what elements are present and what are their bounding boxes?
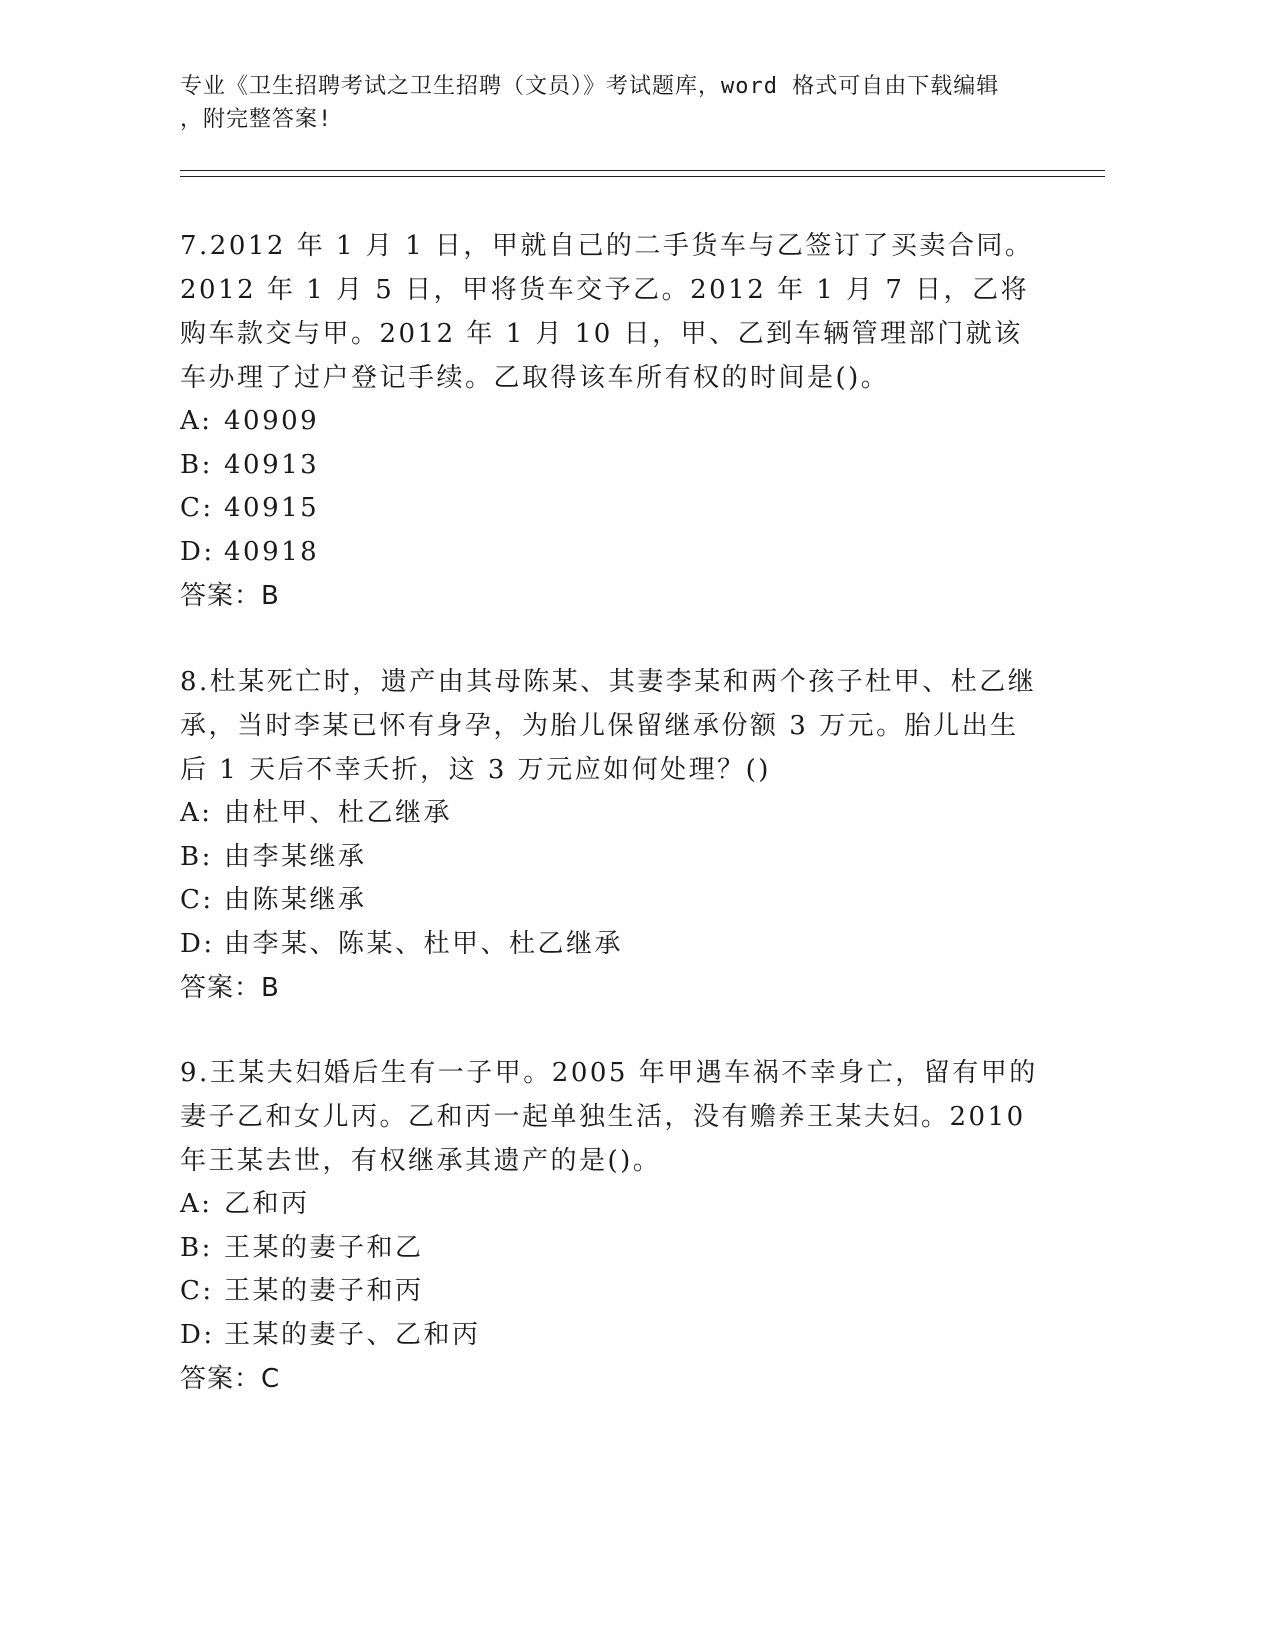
option-text: 40909 xyxy=(224,406,320,436)
option-d xyxy=(180,923,1040,967)
option-c xyxy=(180,487,1040,531)
option-text: 40918 xyxy=(224,536,320,567)
option-key: A: xyxy=(180,798,213,828)
option-text: 由杜甲、杜乙继承 xyxy=(224,798,453,828)
option-key: D: xyxy=(180,536,215,567)
answer-line: 答案：B xyxy=(180,581,280,611)
option-text: 王某的妻子和丙 xyxy=(224,1276,424,1306)
option-a xyxy=(180,792,1040,836)
option-text: 王某的妻子和乙 xyxy=(224,1232,424,1263)
option-text: 40913 xyxy=(224,449,320,480)
option-text: 乙和丙 xyxy=(224,1189,310,1219)
option-text: 王某的妻子、乙和丙 xyxy=(224,1319,481,1350)
header-line-1: 专业《卫生招聘考试之卫生招聘（文员）》考试题库，word 格式可自由下载编辑 xyxy=(180,74,1000,99)
question-9 xyxy=(180,1051,1040,1401)
option-key: D: xyxy=(180,1319,215,1350)
option-key: B: xyxy=(180,1232,213,1263)
option-text: 由李某、陈某、杜甲、杜乙继承 xyxy=(224,928,624,959)
option-text: 由陈某继承 xyxy=(224,885,367,915)
question-stem: 9.王某夫妇婚后生有一子甲。2005 年甲遇车祸不幸身亡，留有甲的妻子乙和女儿丙。乙和丙一起单独生活，没有赡养王某夫妇。2010 年王某去世，有权继承其遗产的是()。 xyxy=(180,1058,1038,1176)
option-text: 40915 xyxy=(224,493,320,523)
question-stem: 8.杜某死亡时，遗产由其母陈某、其妻李某和两个孩子杜甲、杜乙继承，当时李某已怀有身孕，为胎儿保留继承份额 3 万元。胎儿出生后 1 天后不幸夭折，这 3 万元应如何处理？() xyxy=(180,667,1037,785)
option-d xyxy=(180,1314,1040,1358)
answer-line: 答案：B xyxy=(180,973,280,1003)
answer-line: 答案：C xyxy=(180,1364,281,1394)
question-stem: 7.2012 年 1 月 1 日，甲就自己的二手货车与乙签订了买卖合同。2012 年 1 月 5 日，甲将货车交予乙。2012 年 1 月 7 日，乙将购车款交与甲。2012 年 1 月 10 日，甲、乙到车辆管理部门就该车办理了过户登记手续。乙取得该车所有权的时间是()。 xyxy=(180,231,1034,393)
option-key: B: xyxy=(180,841,213,872)
option-b xyxy=(180,444,1040,488)
header-divider-top xyxy=(180,170,1105,171)
option-b xyxy=(180,836,1040,880)
option-key: A: xyxy=(180,406,213,436)
option-key: B: xyxy=(180,449,213,480)
option-a xyxy=(180,1183,1040,1227)
option-text: 由李某继承 xyxy=(224,841,367,872)
option-d xyxy=(180,531,1040,575)
option-key: C: xyxy=(180,885,214,915)
option-c xyxy=(180,879,1040,923)
question-8 xyxy=(180,660,1040,1010)
option-key: C: xyxy=(180,493,214,523)
question-7 xyxy=(180,224,1040,618)
header-divider-bottom xyxy=(180,176,1105,177)
option-b xyxy=(180,1227,1040,1271)
option-key: A: xyxy=(180,1189,213,1219)
document-header xyxy=(180,70,1040,136)
option-c xyxy=(180,1270,1040,1314)
header-line-2: ，附完整答案! xyxy=(180,107,333,132)
option-key: C: xyxy=(180,1276,214,1306)
option-key: D: xyxy=(180,928,215,959)
option-a xyxy=(180,400,1040,444)
